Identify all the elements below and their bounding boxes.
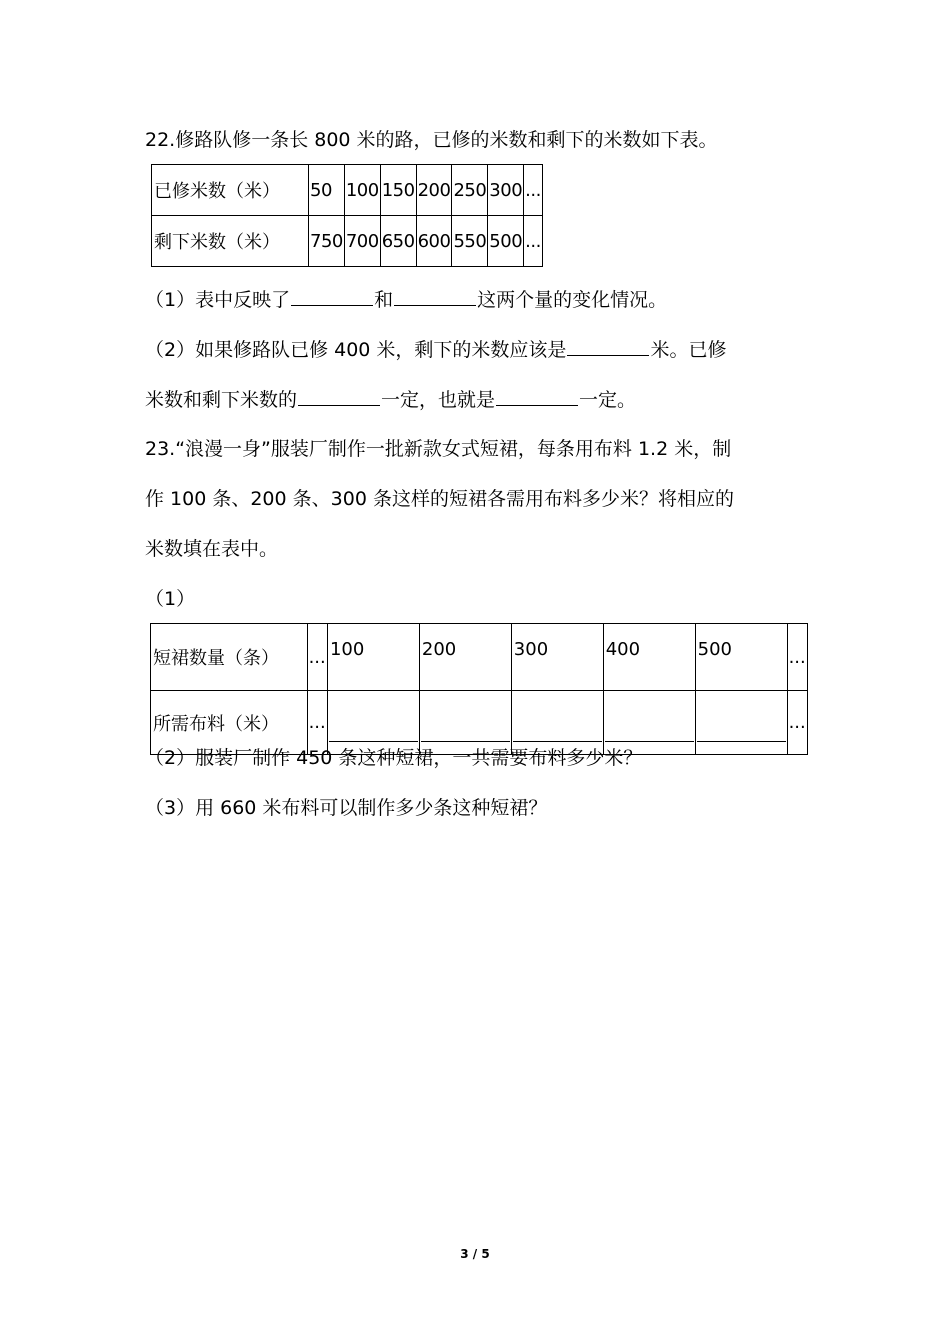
table-cell: ... xyxy=(524,216,543,267)
answer-blank[interactable] xyxy=(394,287,476,306)
q23-sub1: （1） xyxy=(145,588,196,610)
q23-line2: 作 100 条、200 条、300 条这样的短裙各需用布料多少米？将相应的 xyxy=(145,488,734,510)
answer-blank[interactable] xyxy=(496,387,578,406)
table-cell: ... xyxy=(524,165,543,216)
q23-table xyxy=(150,623,808,755)
table-cell: 300 xyxy=(511,624,603,691)
table-cell: 150 xyxy=(380,165,416,216)
answer-blank[interactable] xyxy=(291,287,373,306)
table-cell: 250 xyxy=(452,165,488,216)
row-label-remaining: 剩下米数（米） xyxy=(152,216,309,267)
table-cell: 500 xyxy=(695,624,787,691)
row-label-fabric: 所需布料（米） xyxy=(151,691,308,755)
answer-cell[interactable] xyxy=(695,691,787,755)
q22-title: 22.修路队修一条长 800 米的路，已修的米数和剩下的米数如下表。 xyxy=(145,129,718,151)
table-cell: ... xyxy=(307,624,327,691)
row-label-skirt-count: 短裙数量（条） xyxy=(151,624,308,691)
table-cell: 100 xyxy=(327,624,419,691)
answer-cell[interactable] xyxy=(511,691,603,755)
table-cell: 500 xyxy=(488,216,524,267)
q22-part2-text-e: 一定。 xyxy=(579,389,637,411)
q22-part1-text-b: 和 xyxy=(374,289,394,311)
q22-part2-text-b: 米。已修 xyxy=(650,339,727,361)
table-cell: ... xyxy=(787,624,807,691)
table-cell: 50 xyxy=(309,165,345,216)
q22-part1 xyxy=(145,287,667,312)
table-cell: 550 xyxy=(452,216,488,267)
q23-line3: 米数填在表中。 xyxy=(145,538,279,560)
q22-part2-text-d: 一定，也就是 xyxy=(381,389,496,411)
table-row xyxy=(152,216,543,267)
answer-cell[interactable] xyxy=(327,691,419,755)
table-cell: ... xyxy=(787,691,807,755)
table-cell: 200 xyxy=(419,624,511,691)
table-cell: 300 xyxy=(488,165,524,216)
answer-cell[interactable] xyxy=(419,691,511,755)
q22-part2-text-c: 米数和剩下米数的 xyxy=(145,389,298,411)
table-cell: 600 xyxy=(416,216,452,267)
table-cell: 750 xyxy=(309,216,345,267)
q22-part2-line2 xyxy=(145,387,636,412)
q22-part2-text-a: （2）如果修路队已修 400 米，剩下的米数应该是 xyxy=(145,339,567,361)
q23-sub3: （3）用 660 米布料可以制作多少条这种短裙？ xyxy=(145,797,548,819)
q23-line1: 23.“浪漫一身”服装厂制作一批新款女式短裙，每条用布料 1.2 米，制 xyxy=(145,438,732,460)
q23-sub2: （2）服装厂制作 450 条这种短裙，一共需要布料多少米？ xyxy=(145,747,643,769)
row-label-built: 已修米数（米） xyxy=(152,165,309,216)
table-cell: 700 xyxy=(344,216,380,267)
table-cell: ... xyxy=(307,691,327,755)
answer-blank[interactable] xyxy=(298,387,380,406)
page-number: 3 / 5 xyxy=(460,1247,490,1261)
q22-part1-text-c: 这两个量的变化情况。 xyxy=(477,289,668,311)
q22-table xyxy=(151,164,543,267)
table-row xyxy=(151,624,808,691)
table-row xyxy=(151,691,808,755)
table-cell: 100 xyxy=(344,165,380,216)
q22-part2-line1 xyxy=(145,337,726,362)
answer-blank[interactable] xyxy=(567,337,649,356)
q22-part1-text-a: （1）表中反映了 xyxy=(145,289,291,311)
table-cell: 400 xyxy=(603,624,695,691)
table-row xyxy=(152,165,543,216)
table-cell: 200 xyxy=(416,165,452,216)
table-cell: 650 xyxy=(380,216,416,267)
answer-cell[interactable] xyxy=(603,691,695,755)
